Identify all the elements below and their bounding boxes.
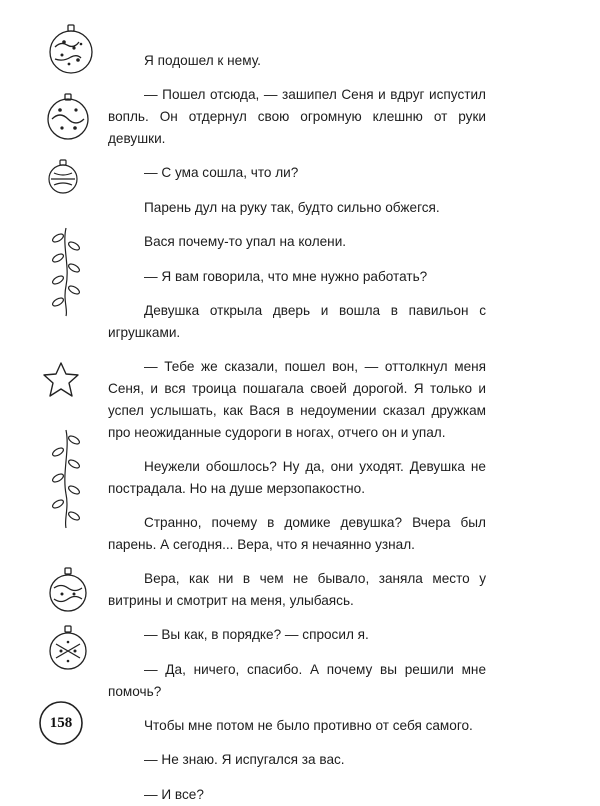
leaf-garland-icon xyxy=(48,428,84,530)
paragraph: Парень дул на руку так, будто сильно обжегся. xyxy=(144,199,440,215)
christmas-ornament-icon xyxy=(44,624,92,674)
paragraph: — Вы как, в порядке? — спросил я. xyxy=(144,627,369,643)
paragraph: Чтобы мне потом не было противно от себя самого. xyxy=(144,718,473,734)
paragraph: — Тебе же сказали, пошел вон, — оттолкнул меня Сеня, и вся троица пошагала своей дорогой. Я только и успел услышать, как Вася в недоумении сказал дружкам про неожиданные судороги в ногах, отчего он и упал. xyxy=(108,359,486,440)
christmas-ornament-icon xyxy=(44,566,92,616)
paragraph: Странно, почему в домике девушка? Вчера был парень. А сегодня... Вера, что я нечаянно узнал. xyxy=(108,515,486,552)
paragraph: Вася почему-то упал на колени. xyxy=(144,234,347,250)
star-ornament-icon xyxy=(40,360,82,400)
paragraph: — Да, ничего, спасибо. А почему вы решили мне помочь? xyxy=(108,661,486,699)
christmas-ornament-icon xyxy=(42,92,94,144)
paragraph: Девушка открыла дверь и вошла в павильон с игрушками. xyxy=(108,302,486,340)
paragraph: — Не знаю. Я испугался за вас. xyxy=(144,752,345,768)
page-number xyxy=(38,700,84,746)
page-number-label: 158 xyxy=(49,715,73,731)
paragraph: Я подошел к нему. xyxy=(144,53,261,68)
christmas-ornament-icon xyxy=(44,158,82,196)
paragraph: Неужели обошлось? Ну да, они уходят. Девушка не пострадала. Но на душе мерзопакостно. xyxy=(108,458,486,496)
paragraph: Вера, как ни в чем не бывало, заняла место у витрины и смотрит на меня, улыбаясь. xyxy=(108,571,486,609)
paragraph: — Я вам говорила, что мне нужно работать? xyxy=(144,268,428,284)
christmas-ornament-icon xyxy=(40,22,98,82)
paragraph: — Пошел отсюда, — зашипел Сеня и вдруг испустил вопль. Он отдернул свою огромную клешню от руки девушки. xyxy=(108,87,486,146)
paragraph: — С ума сошла, что ли? xyxy=(144,165,299,181)
body-text xyxy=(108,50,486,806)
leaf-garland-icon xyxy=(48,226,84,318)
paragraph: — И все? xyxy=(144,786,204,802)
